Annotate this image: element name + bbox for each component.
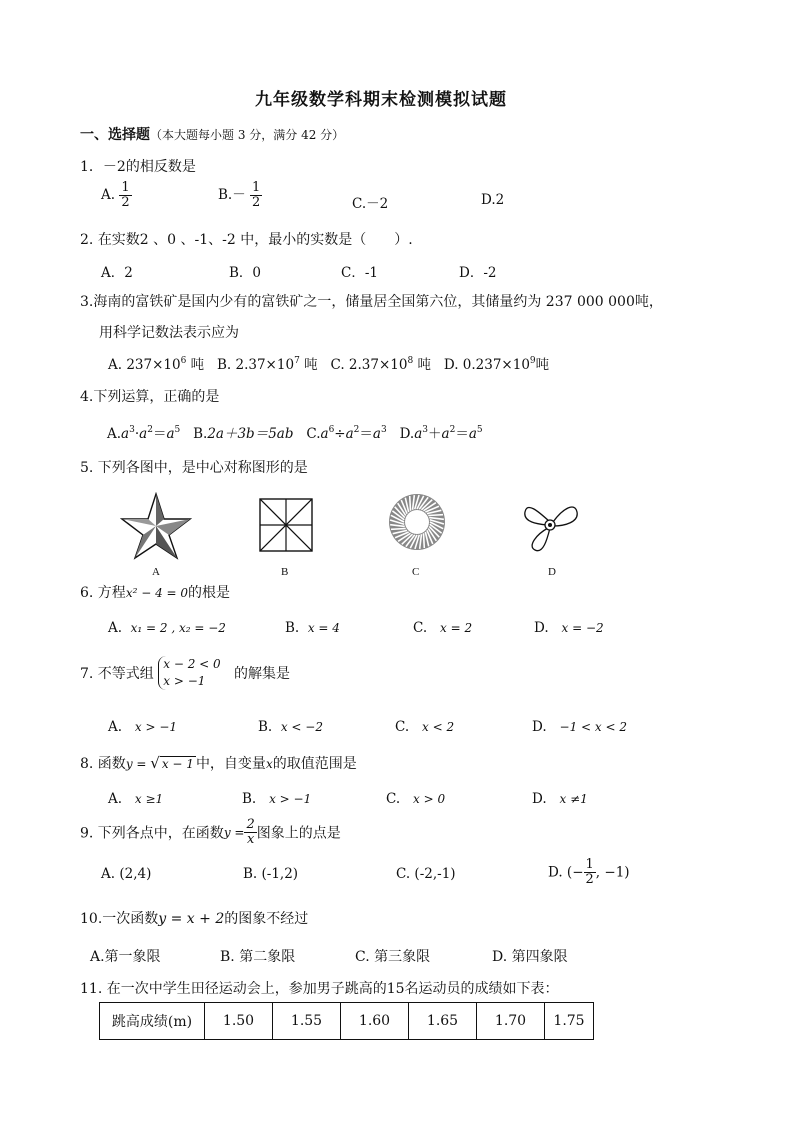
q9-d-label: D. (− bbox=[548, 864, 584, 881]
q9-function: y = bbox=[223, 825, 245, 840]
q7-a-label: A. bbox=[108, 719, 123, 735]
q1-stem: －2的相反数是 bbox=[102, 159, 196, 175]
q6-c-label: C. bbox=[413, 620, 428, 636]
q8-d-expr: x ≠1 bbox=[559, 792, 588, 806]
q8-number: 8. 函数 bbox=[80, 756, 126, 772]
q1-b-den: 2 bbox=[252, 195, 261, 210]
q2-number: 2. bbox=[80, 232, 94, 248]
q5-label-c: C bbox=[412, 566, 420, 578]
q7-c-expr: x < 2 bbox=[422, 720, 455, 734]
question-8: 8. 函数y = √ x − 1 中，自变量x的取值范围是 bbox=[80, 754, 357, 772]
q1-option-c: C.－2 bbox=[352, 196, 389, 212]
q7-b-expr: x < −2 bbox=[280, 720, 323, 734]
q6-d-expr: x = −2 bbox=[561, 621, 604, 635]
q6-b-expr: x = 4 bbox=[307, 621, 340, 635]
q6-option-a bbox=[108, 620, 226, 636]
q6-option-d bbox=[534, 620, 604, 636]
q8-option-d bbox=[532, 791, 588, 807]
question-5: 5. 下列各图中，是中心对称图形的是 bbox=[80, 460, 308, 476]
q4-b-expr: 2a＋3b＝5ab bbox=[207, 426, 294, 442]
q3-c-base: C. 2.37×10 bbox=[330, 357, 408, 373]
section-heading bbox=[80, 124, 344, 144]
question-2 bbox=[80, 229, 413, 249]
q4-d-label: D. bbox=[399, 426, 415, 442]
q2-option-b: B．0 bbox=[229, 265, 262, 281]
q3-option-b bbox=[217, 357, 318, 373]
q9-option-a: A. (2,4) bbox=[101, 866, 152, 882]
q4-c-label: C. bbox=[306, 426, 321, 442]
q3-d-unit: 吨 bbox=[535, 357, 550, 373]
q3-a-base: A. 237×10 bbox=[108, 357, 181, 373]
q9-d-tail: , −1) bbox=[595, 864, 630, 881]
q9-fraction bbox=[244, 818, 256, 847]
table-cell: 1.60 bbox=[341, 1003, 409, 1040]
q9-d-num: 1 bbox=[585, 857, 594, 872]
table-cell: 1.75 bbox=[545, 1003, 594, 1040]
q9-tail: 图象上的点是 bbox=[256, 825, 341, 842]
question-3-line2: 用科学记数法表示应为 bbox=[99, 325, 239, 341]
star-figure bbox=[120, 492, 192, 560]
q1-b-fraction bbox=[250, 181, 262, 210]
q3-options bbox=[108, 353, 549, 373]
q10-option-a: A.第一象限 bbox=[90, 949, 161, 965]
q9-d-den: 2 bbox=[585, 872, 594, 887]
q3-option-c bbox=[330, 357, 431, 373]
q1-option-b bbox=[218, 181, 262, 210]
q1-option-d: D.2 bbox=[481, 192, 505, 208]
q9-option-c: C. (-2,-1) bbox=[396, 866, 456, 882]
q4-option-c: $C.a^6\div a^2=a^3$ bbox=[306, 425, 387, 442]
q8-option-b bbox=[242, 791, 311, 807]
q7-d-label: D. bbox=[532, 719, 547, 735]
q4-b-label: B. bbox=[193, 426, 208, 442]
q8-tail: 的取值范围是 bbox=[272, 756, 357, 772]
q8-c-expr: x > 0 bbox=[413, 792, 446, 806]
q8-a-expr: x ≥1 bbox=[134, 792, 164, 806]
q7-option-a bbox=[108, 719, 177, 735]
q9-num: 2 bbox=[246, 817, 255, 832]
q7-option-c bbox=[395, 719, 454, 735]
q4-a-label: A. bbox=[107, 426, 122, 442]
table-cell: 1.70 bbox=[477, 1003, 545, 1040]
q10-expression: y = x + 2 bbox=[158, 911, 225, 927]
q8-b-label: B. bbox=[242, 791, 257, 807]
q8-variable: x bbox=[265, 757, 273, 771]
q7-system-line1: x − 2 < 0 bbox=[163, 657, 221, 671]
q8-mid: 中，自变量 bbox=[195, 756, 266, 772]
q5-label-d: D bbox=[548, 566, 556, 578]
q8-radicand: x − 1 bbox=[161, 757, 194, 771]
q9-d-fraction bbox=[584, 858, 596, 887]
q4-option-b bbox=[193, 426, 293, 442]
q6-tail: 的根是 bbox=[188, 585, 231, 601]
q6-b-label: B. bbox=[285, 620, 300, 636]
q5-label-a: A bbox=[152, 566, 160, 578]
q3-option-a bbox=[108, 357, 204, 373]
q6-a-label: A. bbox=[108, 620, 123, 636]
q3-b-unit: 吨 bbox=[304, 357, 318, 373]
q6-a-expr: x₁ = 2 , x₂ = −2 bbox=[130, 621, 226, 635]
q8-option-c bbox=[386, 791, 445, 807]
question-3-line1: 3.海南的富铁矿是国内少有的富铁矿之一，储量居全国第六位，其储量约为 237 000 000吨， bbox=[80, 294, 663, 310]
high-jump-table bbox=[99, 1002, 594, 1040]
pinwheel-figure bbox=[258, 497, 314, 553]
section-title: 一、选择题 bbox=[80, 127, 150, 143]
table-cell: 1.65 bbox=[409, 1003, 477, 1040]
q6-option-b bbox=[285, 620, 340, 636]
q1-a-den: 2 bbox=[121, 195, 130, 210]
q3-d-exp: 9 bbox=[529, 356, 536, 366]
q8-d-label: D. bbox=[532, 791, 547, 807]
q7-option-d bbox=[532, 719, 627, 735]
table-cell: 1.55 bbox=[273, 1003, 341, 1040]
q1-a-label: A. bbox=[101, 187, 116, 203]
q2-stem: 在实数2 、0 、-1、-2 中，最小的实数是（ ）. bbox=[97, 232, 413, 248]
q7-option-b bbox=[258, 719, 323, 735]
table-header-cell: 跳高成绩(m) bbox=[100, 1003, 205, 1040]
question-7 bbox=[80, 656, 290, 690]
q10-tail: 的图象不经过 bbox=[224, 911, 309, 927]
q7-d-expr: −1 < x < 2 bbox=[559, 720, 627, 734]
q8-a-label: A. bbox=[108, 791, 123, 807]
q3-d-base: D. 0.237×10 bbox=[443, 357, 530, 373]
q7-b-label: B. bbox=[258, 719, 273, 735]
q10-option-d: D. 第四象限 bbox=[492, 949, 568, 965]
q8-function: y = bbox=[125, 757, 151, 771]
q1-b-label: B.－ bbox=[218, 187, 246, 203]
q9-option-b: B. (-1,2) bbox=[243, 866, 299, 882]
q1-number: 1． bbox=[80, 159, 103, 175]
q4-option-d: $D.a^3+a^2=a^5$ bbox=[399, 425, 483, 442]
q6-option-c bbox=[413, 620, 472, 636]
q2-option-d: D．-2 bbox=[459, 265, 497, 281]
q3-a-exp: 6 bbox=[180, 356, 187, 366]
q6-number: 6. 方程 bbox=[80, 585, 126, 601]
q1-b-num: 1 bbox=[252, 180, 261, 195]
q1-a-num: 1 bbox=[121, 180, 130, 195]
q3-c-exp: 8 bbox=[407, 356, 414, 366]
question-6 bbox=[80, 582, 230, 602]
table-cell: 1.50 bbox=[205, 1003, 273, 1040]
fan-figure bbox=[517, 492, 583, 558]
q9-den: x bbox=[246, 832, 255, 847]
q7-system bbox=[158, 656, 220, 690]
q3-c-unit: 吨 bbox=[417, 357, 431, 373]
q3-b-exp: 7 bbox=[294, 356, 300, 366]
q8-option-a bbox=[108, 791, 163, 807]
question-10 bbox=[80, 908, 308, 928]
q7-system-line2: x > −1 bbox=[163, 674, 206, 688]
question-1 bbox=[80, 156, 196, 176]
q10-option-b: B. 第二象限 bbox=[220, 949, 296, 965]
question-4: 4.下列运算，正确的是 bbox=[80, 389, 220, 405]
table-row bbox=[100, 1003, 594, 1040]
q1-option-a bbox=[101, 181, 132, 210]
q1-a-fraction bbox=[119, 181, 131, 210]
q7-number: 7. 不等式组 bbox=[80, 666, 154, 682]
q6-c-expr: x = 2 bbox=[440, 621, 473, 635]
q9-option-d bbox=[548, 858, 630, 887]
q4-option-a: $A.a^3\cdot a^2=a^5$ bbox=[107, 425, 181, 442]
q7-tail: 的解集是 bbox=[234, 666, 291, 682]
q3-a-unit: 吨 bbox=[190, 357, 205, 373]
q7-a-expr: x > −1 bbox=[134, 720, 178, 734]
q2-option-a: A．2 bbox=[101, 265, 133, 281]
q6-d-label: D. bbox=[534, 620, 549, 636]
question-11: 11. 在一次中学生田径运动会上，参加男子跳高的15名运动员的成绩如下表： bbox=[80, 981, 559, 997]
q5-label-b: B bbox=[281, 566, 289, 578]
question-9 bbox=[80, 818, 341, 847]
q3-b-base: B. 2.37×10 bbox=[217, 357, 295, 373]
sunburst-figure bbox=[387, 492, 447, 552]
q9-number: 9. 下列各点中，在函数 bbox=[80, 825, 224, 842]
q8-b-expr: x > −1 bbox=[269, 792, 312, 806]
section-note: （本大题每小题 3 分，满分 42 分） bbox=[150, 128, 345, 142]
q6-equation: x² − 4 = 0 bbox=[125, 586, 189, 600]
q10-number: 10.一次函数 bbox=[80, 911, 159, 927]
q3-option-d bbox=[444, 357, 549, 373]
q2-option-c: C．-1 bbox=[341, 265, 378, 281]
q8-c-label: C. bbox=[386, 791, 401, 807]
q10-option-c: C. 第三象限 bbox=[355, 949, 431, 965]
q4-options bbox=[107, 422, 483, 442]
page-title: 九年级数学科期末检测模拟试题 bbox=[255, 90, 507, 110]
q7-c-label: C. bbox=[395, 719, 410, 735]
